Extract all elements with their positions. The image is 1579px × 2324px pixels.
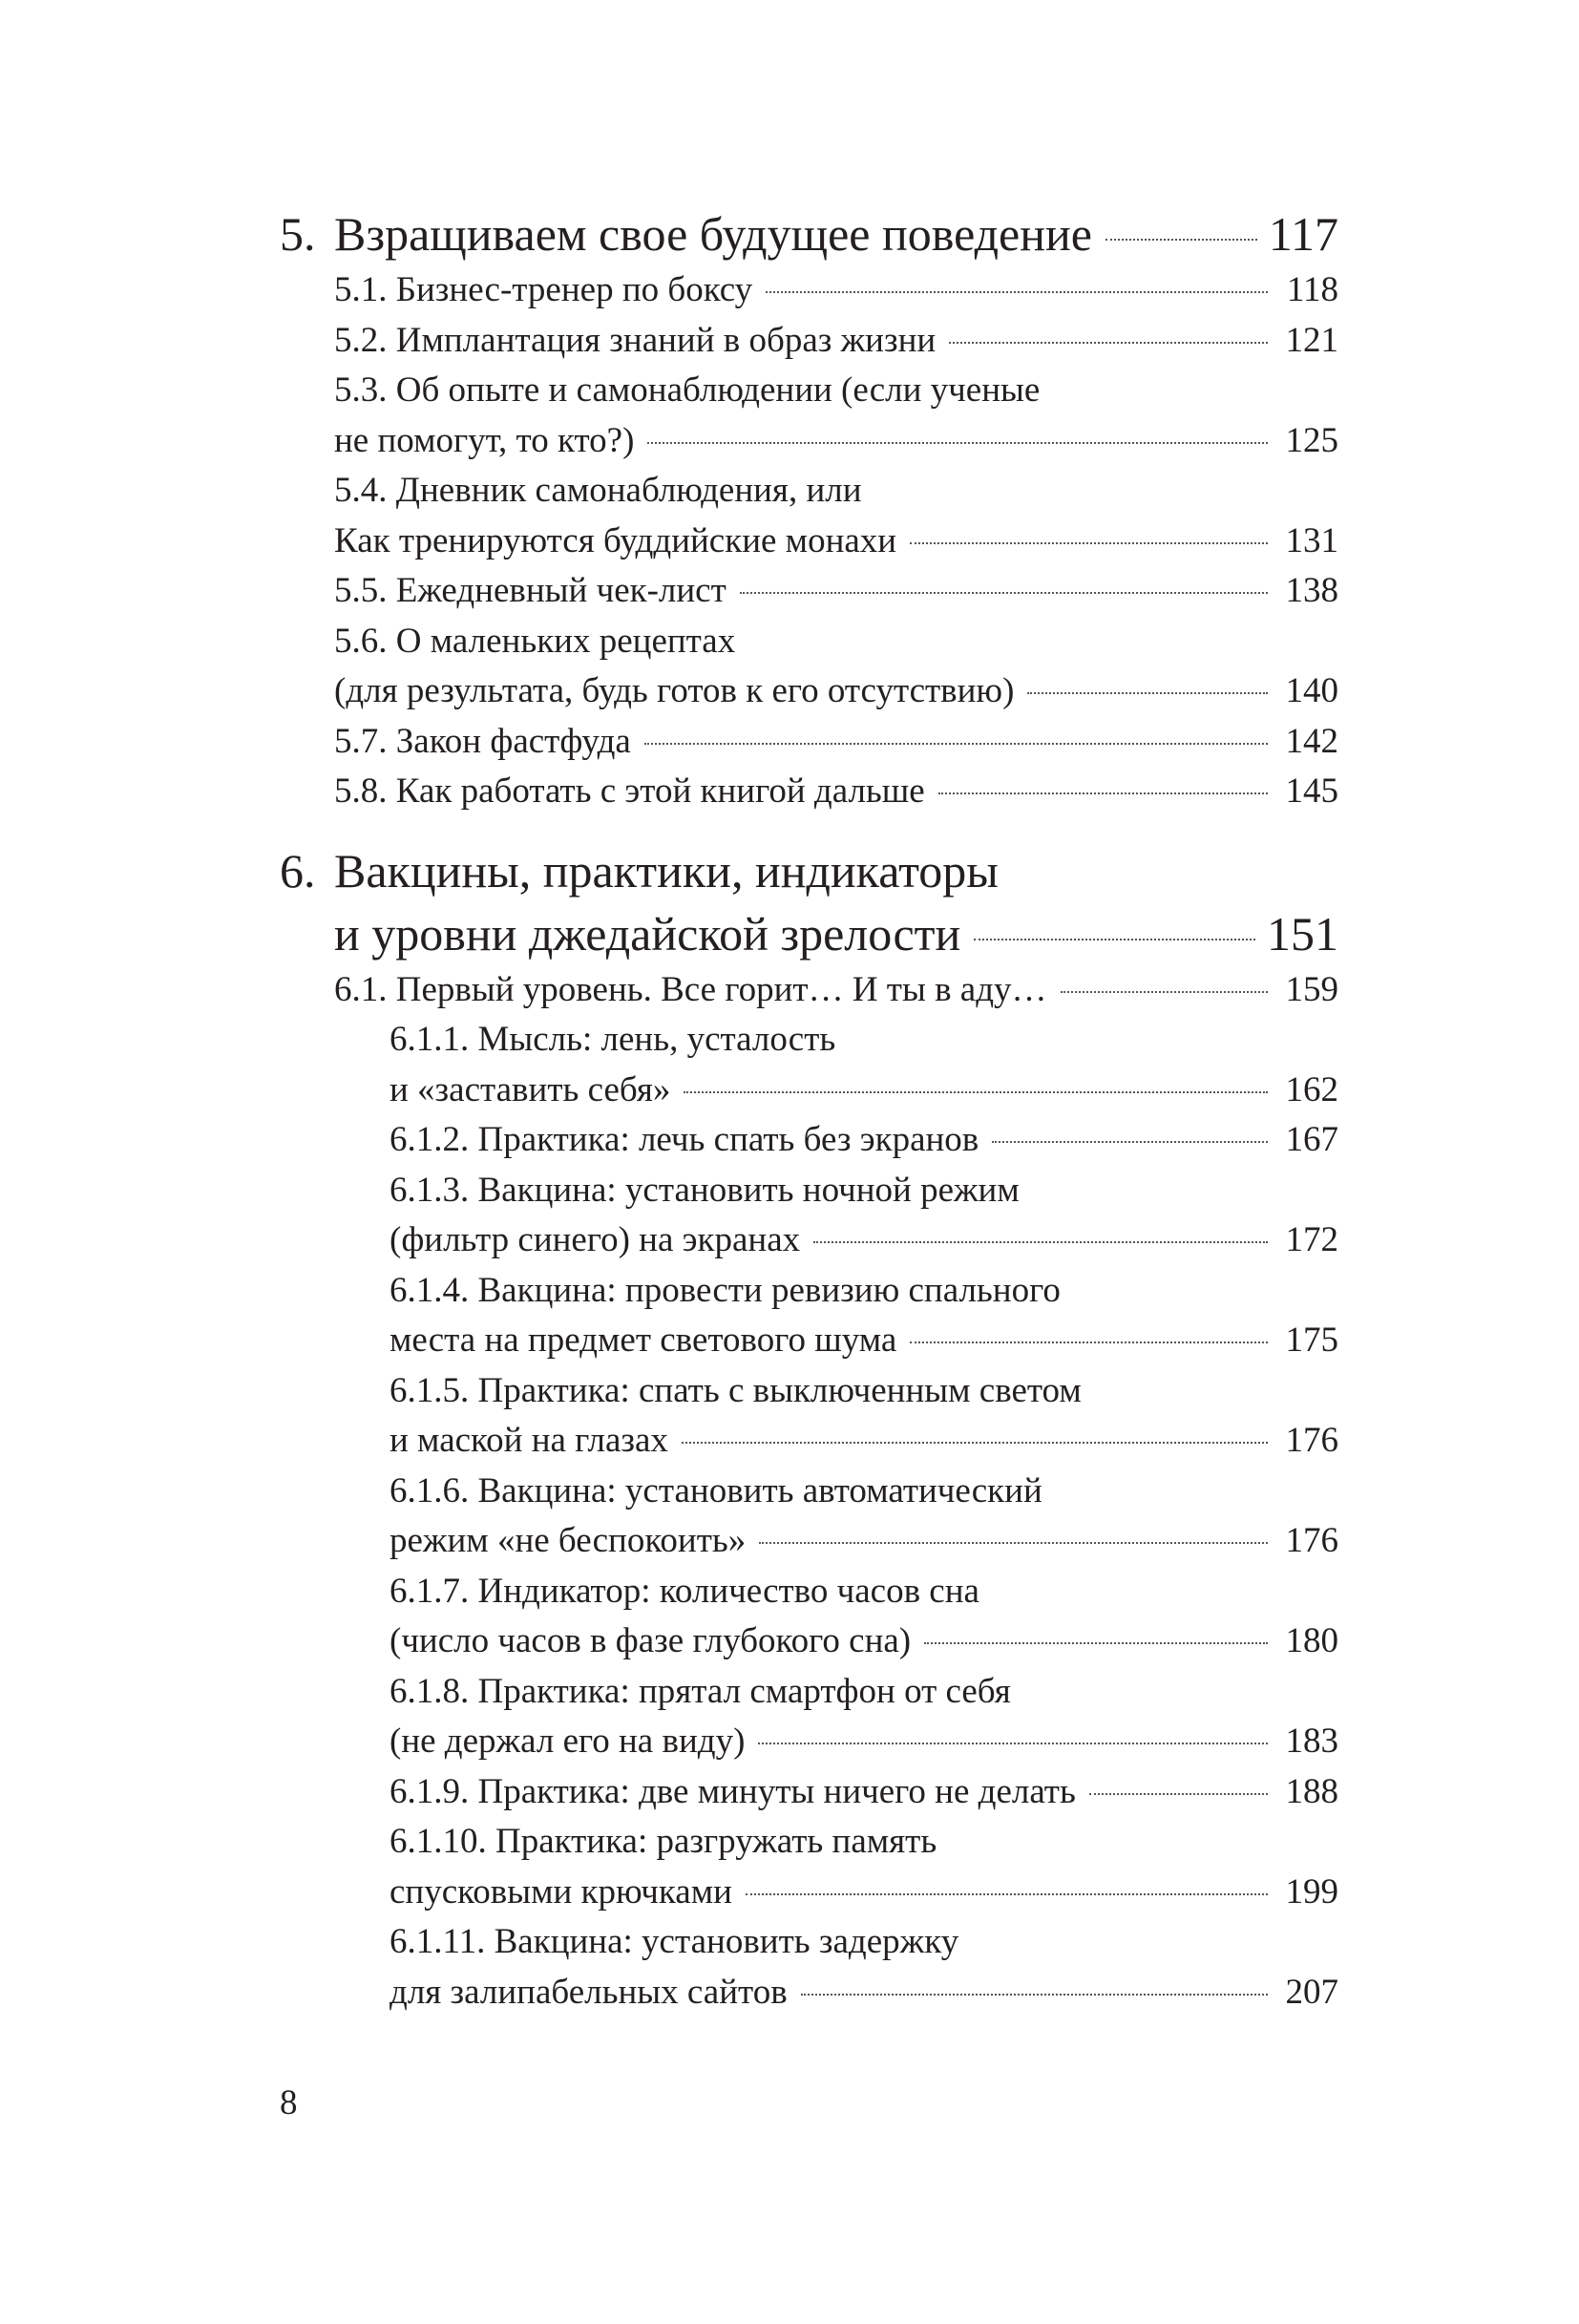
- entry-title: 6.1.6. Вакцина: установить автоматический: [389, 1470, 1042, 1511]
- entry-title-cont: спусковыми крючками: [389, 1871, 732, 1912]
- dot-leader: [682, 1442, 1268, 1444]
- entry-title: 5.1. Бизнес-тренер по боксу: [334, 270, 753, 309]
- table-of-contents: [280, 202, 1338, 2018]
- toc-entry-5-5[interactable]: [280, 566, 1338, 617]
- chapter-number: 5.: [280, 207, 316, 261]
- page-ref: 121: [1285, 320, 1338, 360]
- entry-title: 6.1.3. Вакцина: установить ночной режим: [389, 1170, 1020, 1210]
- entry-title-cont: режим «не беспокоить»: [389, 1521, 747, 1560]
- dot-leader: [949, 342, 1268, 344]
- entry-title: 5.2. Имплантация знаний в образ жизни: [334, 320, 937, 360]
- dot-leader: [766, 291, 1268, 293]
- toc-entry-6-1[interactable]: [280, 965, 1338, 1016]
- entry-title-cont: (число часов в фазе глубокого сна): [389, 1621, 912, 1660]
- page-ref: 176: [1285, 1521, 1338, 1560]
- dot-leader: [746, 1893, 1268, 1895]
- page-ref: 125: [1285, 420, 1338, 460]
- toc-entry-5-4[interactable]: [280, 466, 1338, 566]
- toc-entry-5-1[interactable]: [280, 265, 1338, 316]
- toc-entry-6-1-3[interactable]: [280, 1166, 1338, 1266]
- toc-entry-6-1-6[interactable]: [280, 1467, 1338, 1567]
- page-number: 8: [280, 2083, 298, 2123]
- chapter-title-cont: и уровни джедайской зрелости: [334, 906, 961, 961]
- entry-title-cont: для залипабельных сайтов: [389, 1972, 788, 2012]
- entry-title: 6.1.7. Индикатор: количество часов сна: [389, 1571, 979, 1611]
- dot-leader: [740, 592, 1268, 594]
- dot-leader: [684, 1091, 1268, 1093]
- page-ref: 140: [1285, 671, 1338, 710]
- page-ref: 162: [1285, 1069, 1338, 1109]
- entry-title: 5.8. Как работать с этой книгой дальше: [334, 771, 925, 811]
- dot-leader: [974, 939, 1255, 940]
- page-ref: 175: [1285, 1320, 1338, 1360]
- entry-title-cont: и «заставить себя»: [389, 1069, 671, 1109]
- chapter-title: Вакцины, практики, индикаторы: [334, 843, 999, 898]
- page-ref: 176: [1285, 1421, 1338, 1460]
- page-ref: 180: [1285, 1621, 1338, 1660]
- entry-title-cont: места на предмет светового шума: [389, 1320, 897, 1360]
- toc-entry-6-1-1[interactable]: [280, 1015, 1338, 1115]
- page-ref: 183: [1285, 1722, 1338, 1761]
- page-ref: 138: [1285, 571, 1338, 610]
- page-ref: 142: [1285, 721, 1338, 761]
- toc-chapter-5[interactable]: [280, 202, 1338, 265]
- entry-title-cont: и маской на глазах: [389, 1421, 668, 1460]
- entry-title: 6.1.4. Вакцина: провести ревизию спального: [389, 1270, 1061, 1310]
- toc-entry-6-1-11[interactable]: [280, 1917, 1338, 2018]
- entry-title-cont: (для результата, будь готов к его отсутствию): [334, 671, 1015, 710]
- entry-title: 6.1.5. Практика: спать с выключенным светом: [389, 1370, 1082, 1410]
- dot-leader: [759, 1542, 1268, 1544]
- toc-entry-6-1-2[interactable]: [280, 1115, 1338, 1166]
- dot-leader: [1089, 1793, 1268, 1795]
- dot-leader: [758, 1743, 1268, 1744]
- entry-title: 6.1.9. Практика: две минуты ничего не делать: [389, 1771, 1076, 1811]
- entry-title-cont: Как тренируются буддийские монахи: [334, 520, 897, 560]
- dot-leader: [1105, 239, 1257, 241]
- page-ref: 199: [1285, 1871, 1338, 1912]
- page-ref: 188: [1285, 1771, 1338, 1811]
- chapter-number: 6.: [280, 843, 316, 898]
- dot-leader: [1027, 692, 1268, 694]
- toc-entry-5-8[interactable]: [280, 767, 1338, 817]
- toc-entry-5-3[interactable]: [280, 366, 1338, 466]
- entry-title-cont: не помогут, то кто?): [334, 420, 635, 460]
- entry-title: 6.1.11. Вакцина: установить задержку: [389, 1922, 959, 1961]
- chapter-title: Взращиваем свое будущее поведение: [334, 207, 1092, 261]
- dot-leader: [647, 442, 1268, 444]
- page-ref: 159: [1285, 969, 1338, 1009]
- dot-leader: [924, 1642, 1268, 1644]
- dot-leader: [801, 1994, 1268, 1996]
- entry-title: 5.4. Дневник самонаблюдения, или: [334, 471, 862, 510]
- entry-title: 5.3. Об опыте и самонаблюдении (если ученые: [334, 370, 1041, 410]
- entry-title: 5.7. Закон фастфуда: [334, 721, 631, 761]
- entry-title: 5.6. О маленьких рецептах: [334, 621, 736, 661]
- toc-entry-6-1-10[interactable]: [280, 1817, 1338, 1917]
- page-ref: 145: [1285, 771, 1338, 811]
- dot-leader: [813, 1241, 1268, 1243]
- page-ref: 118: [1286, 270, 1338, 309]
- entry-title: 6.1.2. Практика: лечь спать без экранов: [389, 1120, 979, 1159]
- toc-entry-5-6[interactable]: [280, 617, 1338, 717]
- toc-chapter-6[interactable]: [280, 839, 1338, 965]
- entry-title-cont: (фильтр синего) на экранах: [389, 1220, 801, 1259]
- page-ref: 117: [1268, 207, 1338, 261]
- dot-leader: [938, 792, 1268, 794]
- toc-entry-6-1-5[interactable]: [280, 1366, 1338, 1467]
- page-ref: 167: [1285, 1120, 1338, 1159]
- page-ref: 172: [1285, 1220, 1338, 1259]
- entry-title: 6.1.10. Практика: разгружать память: [389, 1822, 937, 1861]
- entry-title: 6.1.8. Практика: прятал смартфон от себя: [389, 1671, 1011, 1711]
- toc-entry-6-1-7[interactable]: [280, 1567, 1338, 1667]
- page-ref: 131: [1285, 520, 1338, 560]
- toc-entry-6-1-9[interactable]: [280, 1767, 1338, 1818]
- dot-leader: [992, 1141, 1268, 1143]
- page-ref: 207: [1285, 1972, 1338, 2012]
- toc-entry-6-1-8[interactable]: [280, 1667, 1338, 1767]
- entry-title-cont: (не держал его на виду): [389, 1722, 746, 1761]
- entry-title: 5.5. Ежедневный чек-лист: [334, 571, 726, 610]
- page-ref: 151: [1267, 906, 1338, 961]
- dot-leader: [644, 743, 1268, 745]
- entry-title: 6.1.1. Мысль: лень, усталость: [389, 1020, 836, 1059]
- dot-leader: [1061, 991, 1268, 993]
- toc-entry-5-7[interactable]: [280, 717, 1338, 768]
- dot-leader: [910, 1342, 1268, 1343]
- dot-leader: [910, 542, 1268, 544]
- entry-title: 6.1. Первый уровень. Все горит… И ты в аду…: [334, 969, 1047, 1009]
- toc-entry-5-2[interactable]: [280, 316, 1338, 367]
- toc-entry-6-1-4[interactable]: [280, 1266, 1338, 1366]
